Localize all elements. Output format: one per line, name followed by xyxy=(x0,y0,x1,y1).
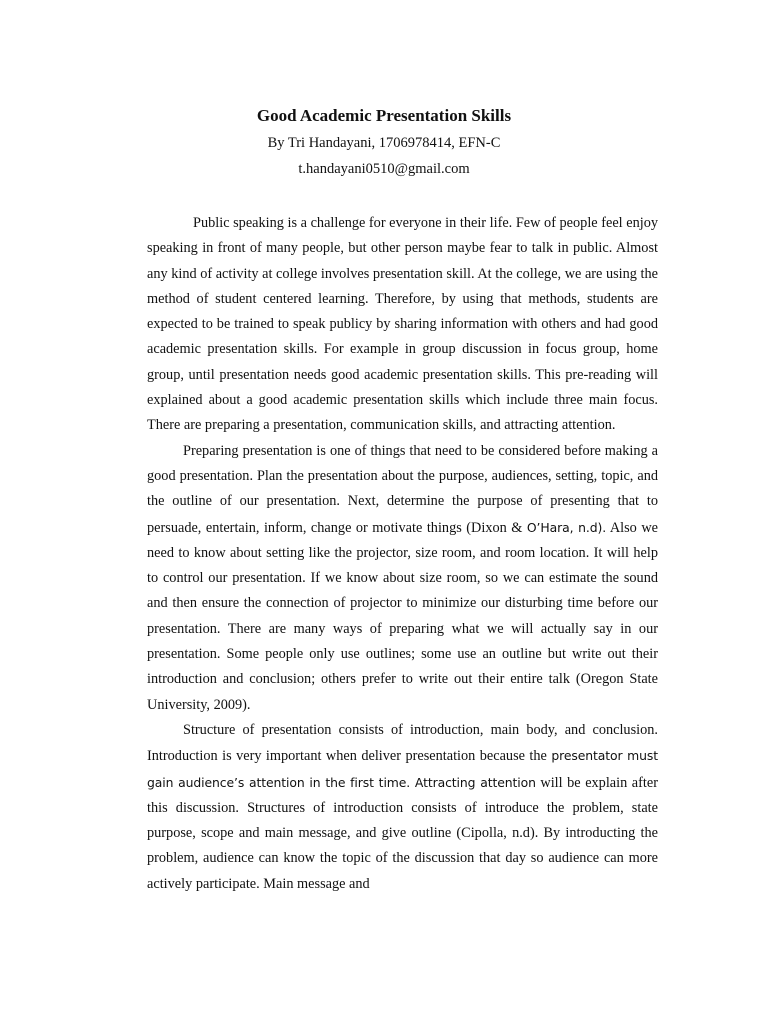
paragraph-3-alt-font-line: presentator must gain audience’s attention in the first time. Attracting attention xyxy=(147,748,658,790)
paragraph-3-text-c: will be explain after this discussion. Structures of introduction consists of introduce the problem, state purpose, scope and main message, and give outline (Cipolla, n.d). By introducting the problem, audience can know the topic of the discussion that day so audience can more actively participate. Main message and xyxy=(147,774,658,892)
citation-dixon-ohara: O’Hara, n.d). xyxy=(526,519,607,535)
paragraph-2 xyxy=(147,439,658,718)
paragraph-3-text-a: Structure of presentation consists of introduction, main body, and conclusion. Introduction is very important when deliver presentation because the xyxy=(147,721,658,765)
document-body xyxy=(147,211,658,897)
paragraph-2-text-a: Preparing presentation is one of things that need to be considered before making a good presentation. Plan the presentation about the purpose, audiences, setting, topic, and the outline of our presentation. Next, determine the purpose of presenting that to persuade, entertain, inform, change or motivate things (Dixon & xyxy=(147,442,658,536)
paragraph-2-text-c: Also we need to know about setting like the projector, size room, and room location. It will help to control our presentation. If we know about size room, so we can estimate the sound and then ensure the connection of projector to minimize our disturbing time before our presentation. There are many ways of preparing what we will actually say in our presentation. Some people only use outlines; some use an outline but write out their introduction and conclusion; others prefer to write out their entire talk (Oregon State University, 2009). xyxy=(147,519,658,713)
author-byline: By Tri Handayani, 1706978414, EFN-C xyxy=(267,135,501,151)
document-title: Good Academic Presentation Skills xyxy=(256,106,512,125)
paragraph-1: Public speaking is a challenge for everyone in their life. Few of people feel enjoy speaking in front of many people, but other person maybe fear to talk in public. Almost any kind of activity at college involves presentation skill. At the college, we are using the method of student centered learning. Therefore, by using that methods, students are expected to be trained to speak publicy by sharing information with others and had good academic presentation skills. For example in group discussion in focus group, home group, until presentation needs good academic presentation skills. This pre-reading will explained about a good academic presentation skills which include three main focus. There are preparing a presentation, communication skills, and attracting attention. xyxy=(147,215,658,434)
paragraph-3 xyxy=(147,718,658,897)
author-email: t.handayani0510@gmail.com xyxy=(298,161,470,177)
document-header xyxy=(0,104,768,181)
